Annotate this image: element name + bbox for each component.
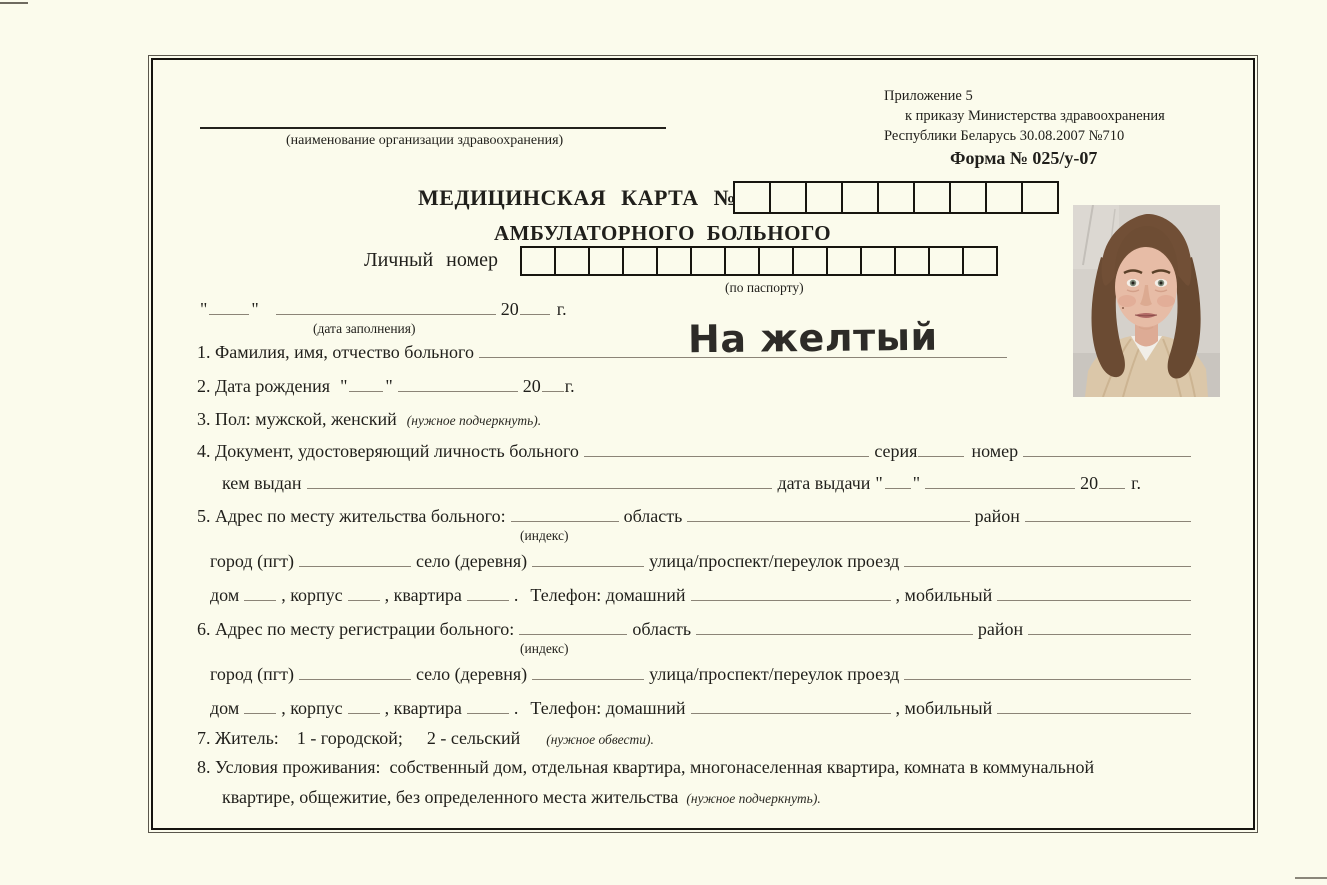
residence-index-blank — [511, 518, 619, 522]
field-living-conditions-line2 — [222, 787, 821, 808]
sex-label: 3. Пол: мужской, женский — [197, 409, 397, 429]
full-name-label: 1. Фамилия, имя, отчество больного — [197, 342, 474, 362]
number-box-cell — [656, 246, 692, 276]
index-caption: (индекс) — [520, 528, 569, 543]
building-label: , корпус — [281, 585, 343, 605]
birth-date-label: 2. Дата рождения — [197, 376, 331, 396]
city-label: город (пгт) — [210, 664, 294, 684]
registration-index-blank — [519, 631, 627, 635]
house-blank — [244, 597, 276, 601]
building-blank — [348, 710, 380, 714]
field-residence-address — [197, 506, 1196, 527]
quote-close: " — [251, 299, 259, 319]
house-label: дом — [210, 585, 240, 605]
number-box-cell — [826, 246, 862, 276]
handwritten-annotation: На желтый — [687, 314, 938, 362]
number-box-cell — [805, 181, 843, 214]
oblast-label: область — [632, 619, 692, 639]
identity-doc-label: 4. Документ, удостоверяющий личность больного — [197, 441, 579, 461]
field-living-conditions — [197, 757, 1094, 778]
apartment-blank — [467, 710, 509, 714]
number-box-cell — [962, 246, 998, 276]
form-number: Форма № 025/у-07 — [950, 148, 1098, 168]
phone-home-label: Телефон: домашний — [530, 585, 686, 605]
dot: . — [513, 698, 519, 718]
field-sex — [197, 409, 541, 430]
header-annex: Приложение 5 — [884, 88, 973, 104]
registration-address-label: 6. Адрес по месту регистрации больного: — [197, 619, 515, 639]
number-box-cell — [792, 246, 828, 276]
number-box-cell — [949, 181, 987, 214]
quote-close: " — [912, 473, 921, 493]
fill-month-blank — [276, 311, 496, 315]
passport-caption: (по паспорту) — [725, 280, 804, 295]
registration-house-row — [210, 698, 1196, 719]
oblast-blank — [696, 631, 973, 635]
house-label: дом — [210, 698, 240, 718]
organization-name-blank — [200, 127, 666, 129]
resident-option-urban: 1 - городской; — [296, 728, 403, 748]
field-registration-address — [197, 619, 1196, 640]
index-caption: (индекс) — [520, 641, 569, 656]
rayon-blank — [1025, 518, 1191, 522]
residence-address-label: 5. Адрес по месту жительства больного: — [197, 506, 506, 526]
living-conditions-text2: квартире, общежитие, без определенного места жительства — [222, 787, 679, 807]
number-box-cell — [985, 181, 1023, 214]
street-label: улица/проспект/переулок проезд — [649, 664, 900, 684]
doc-number-label: номер — [971, 441, 1019, 461]
quote-open: " — [340, 376, 348, 396]
birth-month-blank — [398, 388, 518, 392]
number-box-cell — [758, 246, 794, 276]
year-prefix: 20 — [500, 299, 519, 319]
number-box-cell — [1021, 181, 1059, 214]
number-box-cell — [724, 246, 760, 276]
rayon-label: район — [977, 619, 1024, 639]
scan-artifact-line — [1295, 877, 1327, 879]
number-box-cell — [733, 181, 771, 214]
street-blank — [904, 563, 1191, 567]
card-title-line1: МЕДИЦИНСКАЯ КАРТА № — [418, 185, 737, 210]
year-prefix: 20 — [522, 376, 541, 396]
street-label: улица/проспект/переулок проезд — [649, 551, 900, 571]
resident-note: (нужное обвести). — [546, 732, 654, 747]
number-box-cell — [769, 181, 807, 214]
oblast-blank — [687, 518, 969, 522]
residence-city-row — [210, 551, 1196, 572]
personal-number-label: Личный номер — [364, 249, 499, 271]
number-box-cell — [894, 246, 930, 276]
number-box-cell — [554, 246, 590, 276]
living-conditions-label: 8. Условия проживания: — [197, 757, 381, 777]
village-label: село (деревня) — [415, 551, 528, 571]
phone-home-blank — [691, 597, 891, 601]
quote-open: " — [200, 299, 208, 319]
quote-open: " — [875, 473, 883, 493]
phone-mobile-label: , мобильный — [895, 585, 993, 605]
city-blank — [299, 676, 411, 680]
number-box-cell — [841, 181, 879, 214]
fill-date-caption: (дата заполнения) — [313, 321, 416, 336]
year-suffix: г. — [556, 299, 567, 319]
organization-name-caption: (наименование организации здравоохранения) — [286, 133, 564, 148]
village-blank — [532, 676, 644, 680]
phone-mobile-label: , мобильный — [895, 698, 993, 718]
number-box-cell — [860, 246, 896, 276]
issued-by-blank — [307, 485, 773, 489]
fill-day-blank — [209, 311, 249, 315]
issue-day-blank — [885, 485, 911, 489]
sex-note: (нужное подчеркнуть). — [406, 413, 542, 428]
field-issued-by — [222, 473, 1141, 494]
residence-house-row — [210, 585, 1196, 606]
issue-year-blank — [1099, 485, 1125, 489]
fill-year-blank — [520, 311, 550, 315]
phone-mobile-blank — [997, 710, 1191, 714]
issued-by-label: кем выдан — [222, 473, 302, 493]
city-blank — [299, 563, 411, 567]
field-birth-date — [197, 376, 575, 397]
issue-date-label: дата выдачи — [777, 473, 871, 493]
apartment-label: , квартира — [384, 585, 462, 605]
rayon-label: район — [974, 506, 1020, 526]
resident-type-label: 7. Житель: — [197, 728, 279, 748]
phone-mobile-blank — [997, 597, 1191, 601]
year-prefix: 20 — [1080, 473, 1099, 493]
rayon-blank — [1028, 631, 1191, 635]
doc-series-label: серия — [874, 441, 918, 461]
birth-year-blank — [542, 388, 564, 392]
registration-city-row — [210, 664, 1196, 685]
birth-day-blank — [349, 388, 383, 392]
living-conditions-note: (нужное подчеркнуть). — [686, 791, 821, 806]
house-blank — [244, 710, 276, 714]
phone-home-blank — [691, 710, 891, 714]
resident-option-rural: 2 - сельский — [426, 728, 521, 748]
number-box-cell — [928, 246, 964, 276]
number-box-cell — [622, 246, 658, 276]
patient-photo — [1073, 205, 1220, 397]
personal-number-boxes — [520, 246, 998, 276]
number-box-cell — [520, 246, 556, 276]
apartment-blank — [467, 597, 509, 601]
year-suffix: г. — [1131, 473, 1141, 493]
identity-doc-blank — [584, 453, 869, 457]
building-label: , корпус — [281, 698, 343, 718]
living-conditions-text1: собственный дом, отдельная квартира, многонаселенная квартира, комната в коммунальной — [389, 757, 1095, 777]
quote-close: " — [385, 376, 393, 396]
scan-artifact-line — [0, 2, 28, 4]
oblast-label: область — [623, 506, 683, 526]
field-identity-doc — [197, 441, 1196, 462]
card-number-boxes — [733, 181, 1059, 214]
city-label: город (пгт) — [210, 551, 294, 571]
fill-date-row — [200, 299, 567, 320]
street-blank — [904, 676, 1191, 680]
header-order-line2: Республики Беларусь 30.08.2007 №710 — [884, 128, 1125, 144]
doc-number-blank — [1023, 453, 1191, 457]
patient-photo-graphic — [1073, 205, 1220, 397]
year-suffix: г. — [564, 376, 575, 396]
phone-home-label: Телефон: домашний — [530, 698, 686, 718]
card-title-line2: АМБУЛАТОРНОГО БОЛЬНОГО — [494, 221, 832, 245]
field-resident-type — [197, 728, 654, 749]
header-order-line1: к приказу Министерства здравоохранения — [905, 108, 1165, 124]
building-blank — [348, 597, 380, 601]
issue-month-blank — [925, 485, 1075, 489]
number-box-cell — [877, 181, 915, 214]
apartment-label: , квартира — [384, 698, 462, 718]
doc-series-blank — [918, 453, 964, 457]
dot: . — [513, 585, 519, 605]
number-box-cell — [690, 246, 726, 276]
village-label: село (деревня) — [415, 664, 528, 684]
village-blank — [532, 563, 644, 567]
number-box-cell — [913, 181, 951, 214]
number-box-cell — [588, 246, 624, 276]
